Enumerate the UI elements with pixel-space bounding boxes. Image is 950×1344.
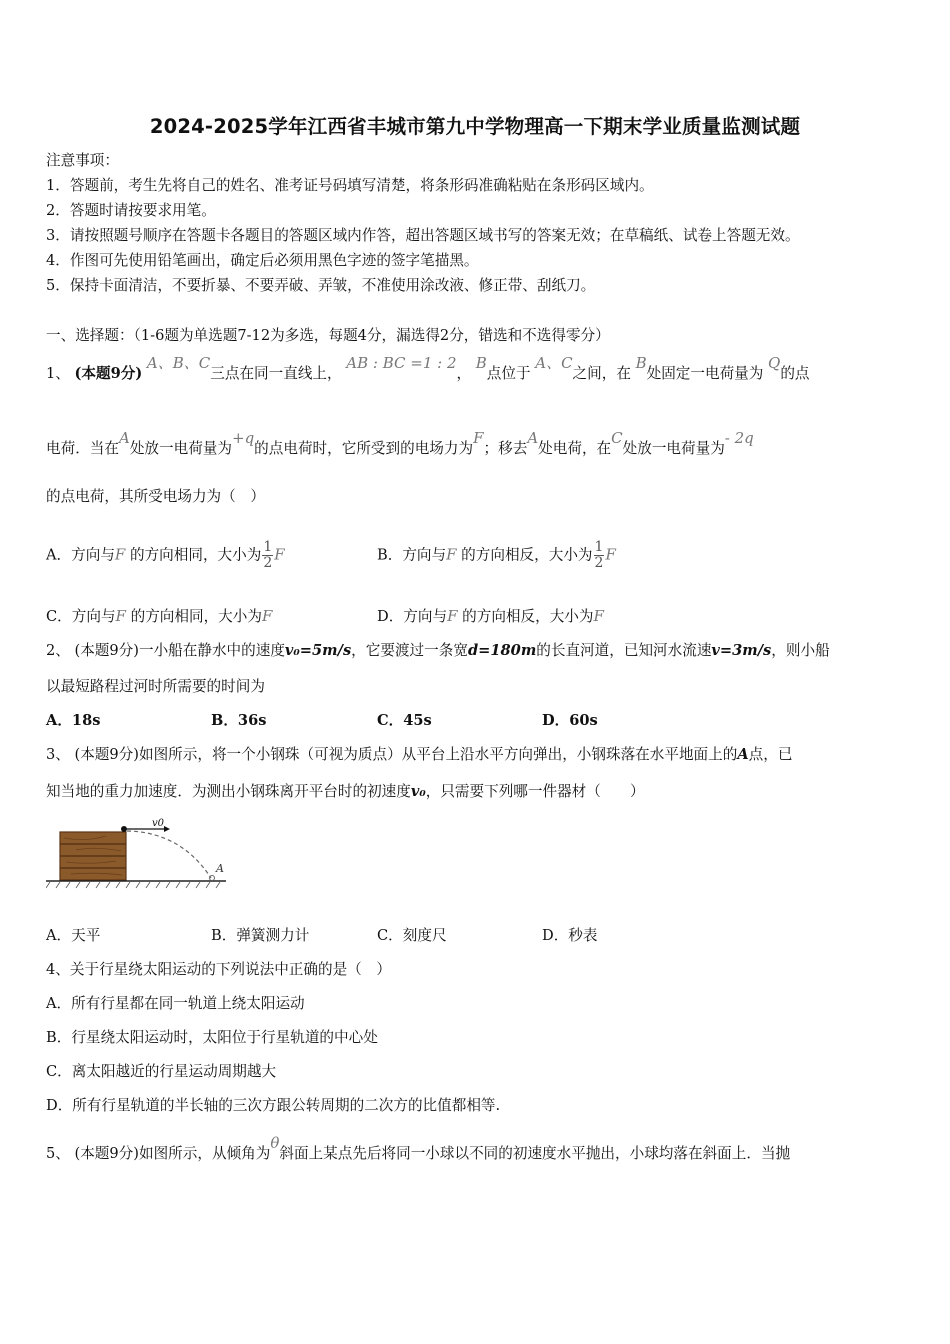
q1-text: 之间，在 xyxy=(572,365,631,382)
q1-number: 1、 xyxy=(46,365,70,382)
point-a-label: A xyxy=(216,862,224,875)
q1-text: 点位于 xyxy=(486,365,531,382)
question-2-line-2: 以最短路程过河时所需要的时间为 xyxy=(46,678,265,695)
math-f: F xyxy=(115,607,126,625)
option-text: 的方向相同，大小为 xyxy=(129,546,262,564)
math-f: F xyxy=(114,545,126,564)
q1-option-d[interactable] xyxy=(377,606,604,627)
q1-text: 的点电荷时，它所受到的电场力为 xyxy=(254,440,474,457)
math-f: F xyxy=(274,545,285,564)
q3-v0: v₀ xyxy=(410,783,426,800)
q2-v0: v₀=5m/s xyxy=(284,642,352,659)
question-1-line-2 xyxy=(46,429,754,459)
page-title: 2024-2025学年江西省丰城市第九中学物理高一下期末学业质量监测试题 xyxy=(149,115,801,138)
fraction-half xyxy=(262,540,273,571)
q3-text: 3、 (本题9分)如图所示，将一个小钢珠（可视为质点）从平台上沿水平方向弹出，小钢珠落在水平地面上的 xyxy=(46,746,738,763)
q3-text: 点，已 xyxy=(748,746,793,763)
q1-text: 处电荷，在 xyxy=(538,440,612,457)
math-f: F xyxy=(446,545,457,564)
math-theta: θ xyxy=(270,1134,280,1152)
option-text: B．方向与 xyxy=(377,546,447,564)
q2-option-b[interactable]: B．36s xyxy=(211,712,267,729)
q5-text: 5、 (本题9分)如图所示，从倾角为 xyxy=(46,1145,271,1162)
q4-option-d[interactable]: D．所有行星轨道的半长轴的三次方跟公转周期的二次方的比值都相等. xyxy=(46,1097,501,1114)
math-a: A xyxy=(118,429,130,447)
q1-option-a[interactable] xyxy=(46,540,285,571)
q1-text: 的点 xyxy=(780,365,810,382)
question-4-stem: 4、关于行星绕太阳运动的下列说法中正确的是（ ） xyxy=(46,961,391,978)
q1-text: 电荷．当在 xyxy=(46,440,119,457)
math-ac: A、C xyxy=(535,354,573,372)
option-text: 的方向相反，大小为 xyxy=(462,608,594,625)
q3-option-c[interactable]: C．刻度尺 xyxy=(377,927,447,944)
q1-text: 处固定一电荷量为 xyxy=(646,365,764,382)
q1-text: 处放一电荷量为 xyxy=(129,440,232,457)
q3-point-a: A xyxy=(737,746,749,763)
option-text: C．方向与 xyxy=(46,608,116,625)
section-heading: 一、选择题：（1-6题为单选题7-12为多选，每题4分，漏选得2分，错选和不选得零分） xyxy=(46,327,610,344)
q1-text: 处放一电荷量为 xyxy=(622,440,725,457)
q4-option-c[interactable]: C．离太阳越近的行星运动周期越大 xyxy=(46,1063,277,1080)
math-f: F xyxy=(473,429,484,447)
q2-text: ，它要渡过一条宽 xyxy=(351,642,468,659)
frac-num: 1 xyxy=(594,539,604,555)
q1-option-b[interactable] xyxy=(377,540,616,571)
q3-option-b[interactable]: B．弹簧测力计 xyxy=(211,927,310,944)
frac-den: 2 xyxy=(263,555,273,571)
q2-option-d[interactable]: D．60s xyxy=(542,712,598,729)
q2-v: v=3m/s xyxy=(711,642,772,659)
question-5-line-1 xyxy=(46,1134,791,1164)
q1-score: (本题9分) xyxy=(74,365,143,382)
q3-text: ，只需要下列哪一件器材（ ） xyxy=(425,783,645,800)
math-f: F xyxy=(605,545,616,564)
ground-hatch xyxy=(46,882,220,888)
notice-heading: 注意事项： xyxy=(46,152,119,169)
frac-num: 1 xyxy=(263,539,273,555)
notice-item: 4．作图可先使用铅笔画出，确定后必须用黑色字迹的签字笔描黑。 xyxy=(46,252,479,269)
option-text: A．方向与 xyxy=(46,546,115,564)
math-f: F xyxy=(593,607,604,625)
frac-den: 2 xyxy=(594,555,604,571)
steel-ball xyxy=(121,826,127,832)
math-b: B xyxy=(635,354,647,372)
math-b: B xyxy=(475,354,487,372)
trajectory-path xyxy=(127,831,211,878)
option-text: 的方向相同，大小为 xyxy=(130,608,262,625)
math-q: Q xyxy=(768,354,781,372)
math-abc: A、B、C xyxy=(146,354,211,372)
notice-item: 5．保持卡面清洁，不要折暴、不要弄破、弄皱，不准使用涂改液、修正带、刮纸刀。 xyxy=(46,277,596,294)
question-1-line-3: 的点电荷，其所受电场力为（ ） xyxy=(46,488,265,505)
q3-text: 知当地的重力加速度．为测出小钢珠离开平台时的初速度 xyxy=(46,783,411,800)
q3-option-d[interactable]: D．秒表 xyxy=(542,927,598,944)
math-c: C xyxy=(611,429,623,447)
math-minus-2q: - 2q xyxy=(724,429,754,447)
q1-text: ；移去 xyxy=(483,440,528,457)
q4-option-a[interactable]: A．所有行星都在同一轨道上绕太阳运动 xyxy=(46,995,305,1012)
question-1-line-1 xyxy=(46,354,810,384)
velocity-label: v0 xyxy=(152,818,165,829)
q1-option-c[interactable] xyxy=(46,606,272,627)
math-f: F xyxy=(261,607,273,625)
math-a: A xyxy=(527,429,539,447)
q4-option-b[interactable]: B．行星绕太阳运动时，太阳位于行星轨道的中心处 xyxy=(46,1029,378,1046)
q5-text: 斜面上某点先后将同一小球以不同的初速度水平抛出，小球均落在斜面上．当抛 xyxy=(279,1145,791,1162)
notice-item: 1．答题前，考生先将自己的姓名、准考证号码填写清楚，将条形码准确粘贴在条形码区域内。 xyxy=(46,177,654,194)
arrow-head-icon xyxy=(164,826,170,832)
platform-projectile-figure xyxy=(46,818,231,890)
notice-item: 3．请按照题号顺序在答题卡各题目的答题区域内作答，超出答题区域书写的答案无效；在草稿纸、试卷上答题无效。 xyxy=(46,227,800,244)
q2-option-a[interactable]: A．18s xyxy=(46,712,101,729)
question-3-line-1 xyxy=(46,745,792,765)
question-3-line-2 xyxy=(46,782,645,802)
q2-text: 2、 (本题9分)一小船在静水中的速度 xyxy=(46,642,285,659)
q1-text: ， xyxy=(456,365,472,382)
landing-point-a xyxy=(210,876,215,881)
option-text: 的方向相反，大小为 xyxy=(461,546,593,564)
q2-text: ，则小船 xyxy=(771,642,830,659)
q1-text: 三点在同一直线上， xyxy=(210,365,342,382)
question-2-line-1 xyxy=(46,641,830,661)
notice-item: 2．答题时请按要求用笔。 xyxy=(46,202,216,219)
math-ratio: AB : BC =1 : 2 xyxy=(346,354,457,372)
q3-option-a[interactable]: A．天平 xyxy=(46,927,101,944)
option-text: D．方向与 xyxy=(377,608,448,625)
q2-text: 的长直河道，已知河水流速 xyxy=(536,642,712,659)
math-plus-q: +q xyxy=(232,429,255,447)
q2-option-c[interactable]: C．45s xyxy=(377,712,432,729)
q2-d: d=180m xyxy=(467,642,537,659)
fraction-half xyxy=(594,540,605,571)
math-f: F xyxy=(447,607,458,625)
